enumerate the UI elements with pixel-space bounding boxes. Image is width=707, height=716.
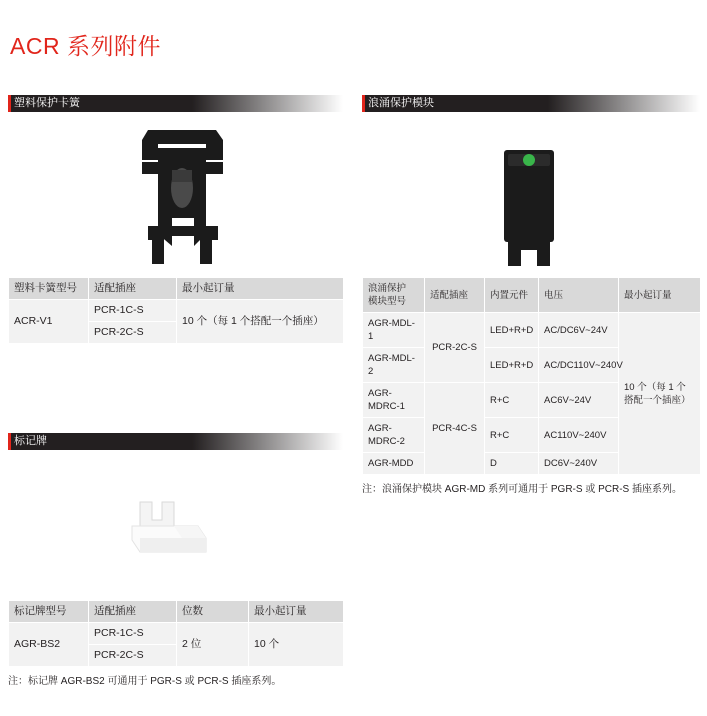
surge-model-5: AGR-MDD (363, 453, 425, 475)
clip-moq-value: 10 个（每 1 个搭配一个插座） (177, 300, 344, 344)
section-header-marker (8, 433, 343, 450)
section-accent-tick (8, 95, 11, 112)
surge-model-1: AGR-MDL-1 (363, 313, 425, 348)
table-header-row (9, 278, 344, 300)
section-header-clip (8, 95, 343, 112)
surge-th-socket: 适配插座 (425, 278, 485, 313)
marker-spec-table (8, 600, 344, 667)
surge-th-model-l1: 浪涌保护 (368, 283, 407, 294)
section-accent-tick (362, 95, 365, 112)
surge-th-moq: 最小起订量 (619, 278, 701, 313)
marker-socket-value-1: PCR-1C-S (89, 623, 177, 645)
section-header-marker-label: 标记牌 (14, 435, 47, 447)
surge-voltage-3: AC6V~24V (539, 383, 619, 418)
clip-model-value: ACR-V1 (9, 300, 89, 344)
surge-module-illustration (482, 130, 582, 275)
surge-spec-table (362, 277, 701, 475)
marker-positions-value: 2 位 (177, 623, 249, 667)
table-row (363, 313, 701, 348)
marker-socket-value-2: PCR-2C-S (89, 645, 177, 667)
clip-illustration (128, 122, 238, 272)
surge-voltage-1: AC/DC6V~24V (539, 313, 619, 348)
section-header-surge-label: 浪涌保护模块 (368, 97, 434, 109)
marker-model-value: AGR-BS2 (9, 623, 89, 667)
table-row (9, 623, 344, 645)
surge-moq (619, 313, 701, 475)
marker-th-model: 标记牌型号 (9, 601, 89, 623)
marker-note: 注：标记牌 AGR-BS2 可通用于 PGR-S 或 PCR-S 插座系列。 (8, 676, 282, 687)
table-row (9, 300, 344, 322)
surge-socket-2: PCR-4C-S (425, 383, 485, 475)
surge-voltage-5: DC6V~240V (539, 453, 619, 475)
marker-plate-photo (8, 450, 343, 600)
surge-model-3: AGR-MDRC-1 (363, 383, 425, 418)
table-header-row (9, 601, 344, 623)
clip-th-model: 塑料卡簧型号 (9, 278, 89, 300)
surge-th-voltage: 电压 (539, 278, 619, 313)
surge-component-2: LED+R+D (485, 348, 539, 383)
surge-model-2: AGR-MDL-2 (363, 348, 425, 383)
section-header-clip-label: 塑料保护卡簧 (14, 97, 80, 109)
surge-th-model (363, 278, 425, 313)
marker-th-socket: 适配插座 (89, 601, 177, 623)
surge-component-1: LED+R+D (485, 313, 539, 348)
surge-note: 注：浪涌保护模块 AGR-MD 系列可通用于 PGR-S 或 PCR-S 插座系列。 (362, 484, 683, 495)
marker-th-positions: 位数 (177, 601, 249, 623)
surge-moq-l2: 搭配一个插座） (624, 394, 691, 406)
surge-th-model-l2: 模块型号 (368, 296, 407, 307)
surge-th-component: 内置元件 (485, 278, 539, 313)
surge-component-3: R+C (485, 383, 539, 418)
marker-th-moq: 最小起订量 (249, 601, 344, 623)
surge-voltage-4: AC110V~240V (539, 418, 619, 453)
table-header-row (363, 278, 701, 313)
clip-socket-value-1: PCR-1C-S (89, 300, 177, 322)
surge-voltage-2: AC/DC110V~240V (539, 348, 619, 383)
surge-protection-module-photo (362, 112, 700, 277)
surge-socket-1: PCR-2C-S (425, 313, 485, 383)
clip-socket-value-2: PCR-2C-S (89, 322, 177, 344)
marker-moq-value: 10 个 (249, 623, 344, 667)
page-title: ACR 系列附件 (10, 33, 161, 59)
surge-moq-l1: 10 个（每 1 个 (624, 381, 686, 393)
clip-th-moq: 最小起订量 (177, 278, 344, 300)
section-accent-tick (8, 433, 11, 450)
marker-plate-illustration (118, 464, 238, 584)
section-header-surge (362, 95, 700, 112)
plastic-protection-clip-photo (8, 112, 343, 277)
surge-model-4: AGR-MDRC-2 (363, 418, 425, 453)
surge-component-4: R+C (485, 418, 539, 453)
surge-component-5: D (485, 453, 539, 475)
clip-spec-table (8, 277, 344, 344)
clip-th-socket: 适配插座 (89, 278, 177, 300)
